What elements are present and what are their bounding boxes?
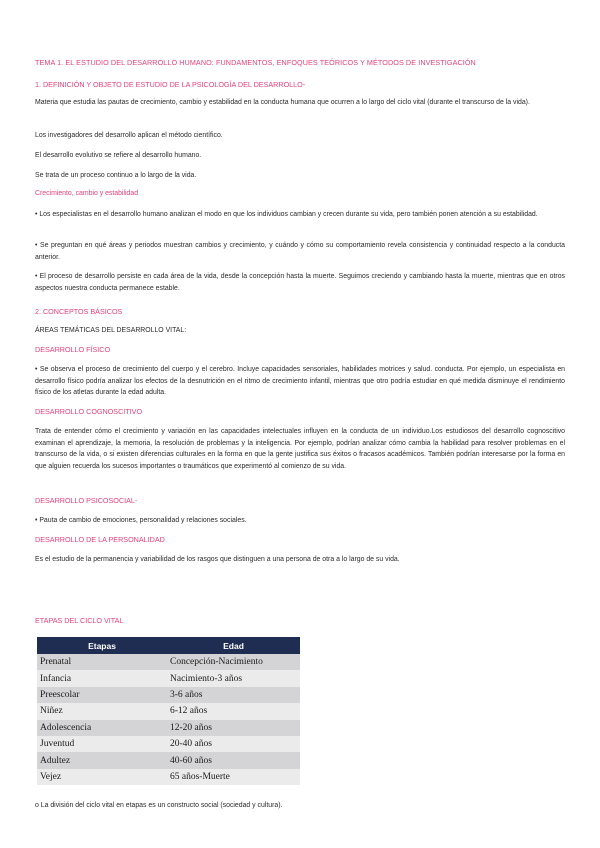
physical-text: • Se observa el proceso de crecimiento del cuerpo y el cerebro. Incluye capacidades sensoriales, habilidades motrices y salud. conducta. Por ejemplo, un especialista en desarrollo físico podría analizar los efectos de la desnutrición en el ritmo de crecimiento infantil, mientras que otro podría estudiar en qué medida disminuye el rendimiento físico de los atletas durante la edad adulta. [35,366,565,396]
stage-cell: Juventud [37,736,167,752]
stages-heading: ETAPAS DEL CICLO VITAL [35,616,124,625]
psychosocial-text: • Pauta de cambio de emociones, personalidad y relaciones sociales. [35,517,247,524]
stages-note: o La división del ciclo vital en etapas es un constructo social (sociedad y cultura). [35,802,283,809]
bullet-1: • Los especialistas en el desarrollo humano analizan el modo en que los individuos cambian y crecen durante su vida, pero también ponen atención a su estabilidad. [35,211,538,218]
table-row [37,720,300,736]
age-cell: 12-20 años [167,720,300,736]
personality-heading: DESARROLLO DE LA PERSONALIDAD [35,535,165,544]
table-header-row [37,637,300,654]
table-row [37,736,300,752]
table-row [37,769,300,785]
stage-cell: Vejez [37,769,167,785]
growth-subheading: Crecimiento, cambio y estabilidad [35,190,139,197]
bullet-3: • El proceso de desarrollo persiste en cada área de la vida, desde la concepción hasta la muerte. Seguimos creciendo y cambiando hasta la muerte, mientras que en otros aspectos nuestra conducta permanece estable. [35,273,565,292]
table-row [37,670,300,686]
psychosocial-heading: DESARROLLO PSICOSOCIAL- [35,496,138,505]
table-row [37,703,300,719]
age-cell: 3-6 años [167,687,300,703]
age-cell: 20-40 años [167,736,300,752]
stage-cell: Infancia [37,670,167,686]
cognitive-heading: DESARROLLO COGNOSCITIVO [35,407,143,416]
column-header-age: Edad [167,637,300,654]
stage-cell: Niñez [37,703,167,719]
bullet-2: • Se preguntan en qué áreas y periodos muestran cambios y crecimiento, y cuándo y cómo su comportamiento revela consistencia y continuidad respecto a la conducta anterior. [35,242,565,261]
table-row [37,687,300,703]
table-row [37,654,300,670]
stage-cell: Adultez [37,752,167,768]
column-header-stages: Etapas [37,637,167,654]
age-cell: 65 años-Muerte [167,769,300,785]
document-title: TEMA 1. EL ESTUDIO DEL DESARROLLO HUMANO: FUNDAMENTOS, ENFOQUES TEÓRICOS Y MÉTODOS DE INVESTIGACIÓN [35,58,476,67]
section1-paragraph-4: Se trata de un proceso continuo a lo largo de la vida. [35,172,197,179]
stage-cell: Preescolar [37,687,167,703]
section1-paragraph-1: Materia que estudia las pautas de crecimiento, cambio y estabilidad en la conducta humana que ocurren a lo largo del ciclo vital (durante el transcurso de la vida). [35,99,530,106]
section1-paragraph-3: El desarrollo evolutivo se refiere al desarrollo humano. [35,152,202,159]
section1-heading: 1. DEFINICIÓN Y OBJETO DE ESTUDIO DE LA PSICOLOGÍA DEL DESARROLLO- [35,80,306,89]
section1-paragraph-2: Los investigadores del desarrollo aplican el método científico. [35,132,223,139]
age-cell: 40-60 años [167,752,300,768]
age-cell: 6-12 años [167,703,300,719]
stage-cell: Prenatal [37,654,167,670]
section2-heading: 2. CONCEPTOS BÁSICOS [35,307,123,316]
life-stages-table [37,637,300,785]
table-row [37,752,300,768]
cognitive-text: Trata de entender cómo el crecimiento y variación en las capacidades intelectuales influyen en la conducta de un individuo.Los estudiosos del desarrollo cognoscitivo examinan el aprendizaje, la memoria, la resolución de problemas y la inteligencia. Por ejemplo, podrían analizar cómo cambia la habilidad para resolver problemas en el transcurso de la vida, o si existen diferencias culturales en la forma en que la gente justifica sus éxitos o fracasos académicos. También podrían interesarse por la forma en que alguien recuerda los sucesos importantes o traumáticos que experimentó al comienzo de su vida. [35,428,565,470]
physical-heading: DESARROLLO FÍSICO [35,345,111,354]
age-cell: Concepción-Nacimiento [167,654,300,670]
age-cell: Nacimiento-3 años [167,670,300,686]
areas-title: ÁREAS TEMÁTICAS DEL DESARROLLO VITAL: [35,327,187,334]
stage-cell: Adolescencia [37,720,167,736]
personality-text: Es el estudio de la permanencia y variabilidad de los rasgos que distinguen a una persona de otra a lo largo de su vida. [35,556,400,563]
